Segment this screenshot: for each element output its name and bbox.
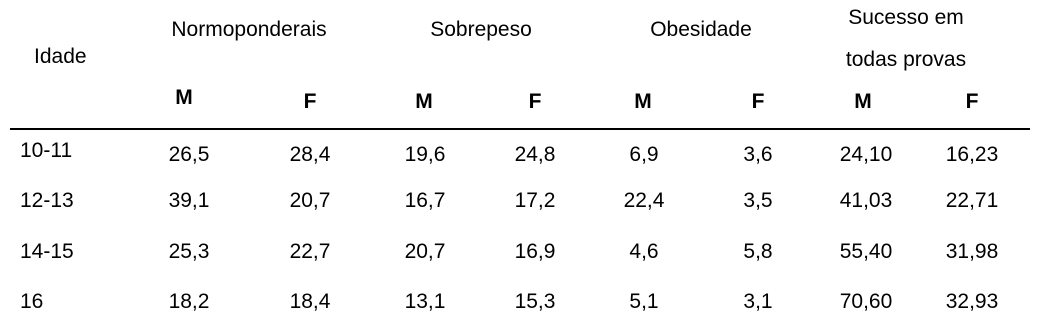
- cell-value: 20,7: [404, 240, 446, 263]
- header-sucesso-line2: todas provas: [845, 48, 967, 71]
- cell-value: 19,6: [404, 143, 446, 166]
- cell-value: 22,7: [289, 240, 331, 263]
- subheader-m: M: [634, 90, 652, 113]
- cell-value: 32,93: [945, 290, 999, 313]
- cell-value: 16,23: [945, 143, 999, 166]
- cell-value: 3,5: [743, 189, 773, 212]
- cell-idade: 10-11: [20, 139, 73, 162]
- cell-value: 22,4: [623, 189, 665, 212]
- cell-value: 15,3: [514, 290, 556, 313]
- cell-value: 26,5: [168, 143, 210, 166]
- cell-value: 16,7: [404, 189, 446, 212]
- header-normoponderais: Normoponderais: [171, 18, 327, 41]
- cell-value: 39,1: [168, 189, 210, 212]
- cell-value: 16,9: [514, 240, 556, 263]
- cell-value: 24,8: [514, 143, 556, 166]
- cell-idade: 16: [20, 290, 44, 313]
- subheader-m: M: [854, 90, 872, 113]
- cell-value: 20,7: [289, 189, 331, 212]
- cell-value: 70,60: [839, 290, 893, 313]
- cell-value: 18,4: [289, 290, 331, 313]
- cell-value: 3,1: [743, 290, 773, 313]
- cell-value: 41,03: [839, 189, 893, 212]
- header-sucesso-line1: Sucesso em: [848, 6, 964, 29]
- subheader-f: F: [965, 90, 979, 113]
- cell-value: 22,71: [945, 189, 999, 212]
- cell-value: 24,10: [839, 143, 893, 166]
- header-obesidade: Obesidade: [650, 18, 752, 41]
- subheader-m: M: [415, 90, 433, 113]
- cell-idade: 12-13: [20, 189, 74, 212]
- cell-value: 5,8: [743, 240, 773, 263]
- cell-value: 4,6: [629, 240, 659, 263]
- subheader-f: F: [528, 90, 542, 113]
- header-sobrepeso: Sobrepeso: [430, 18, 532, 41]
- cell-idade: 14-15: [20, 240, 74, 263]
- subheader-f: F: [303, 90, 317, 113]
- cell-value: 25,3: [168, 240, 210, 263]
- cell-value: 55,40: [839, 240, 893, 263]
- cell-value: 31,98: [945, 240, 999, 263]
- cell-value: 13,1: [404, 290, 446, 313]
- subheader-f: F: [751, 90, 765, 113]
- cell-value: 5,1: [629, 290, 659, 313]
- cell-value: 6,9: [629, 143, 659, 166]
- cell-value: 18,2: [168, 290, 210, 313]
- cell-value: 17,2: [514, 189, 556, 212]
- subheader-m: M: [175, 86, 193, 109]
- header-divider: [10, 128, 1030, 130]
- cell-value: 28,4: [289, 143, 331, 166]
- header-idade: Idade: [34, 45, 87, 68]
- cell-value: 3,6: [743, 143, 773, 166]
